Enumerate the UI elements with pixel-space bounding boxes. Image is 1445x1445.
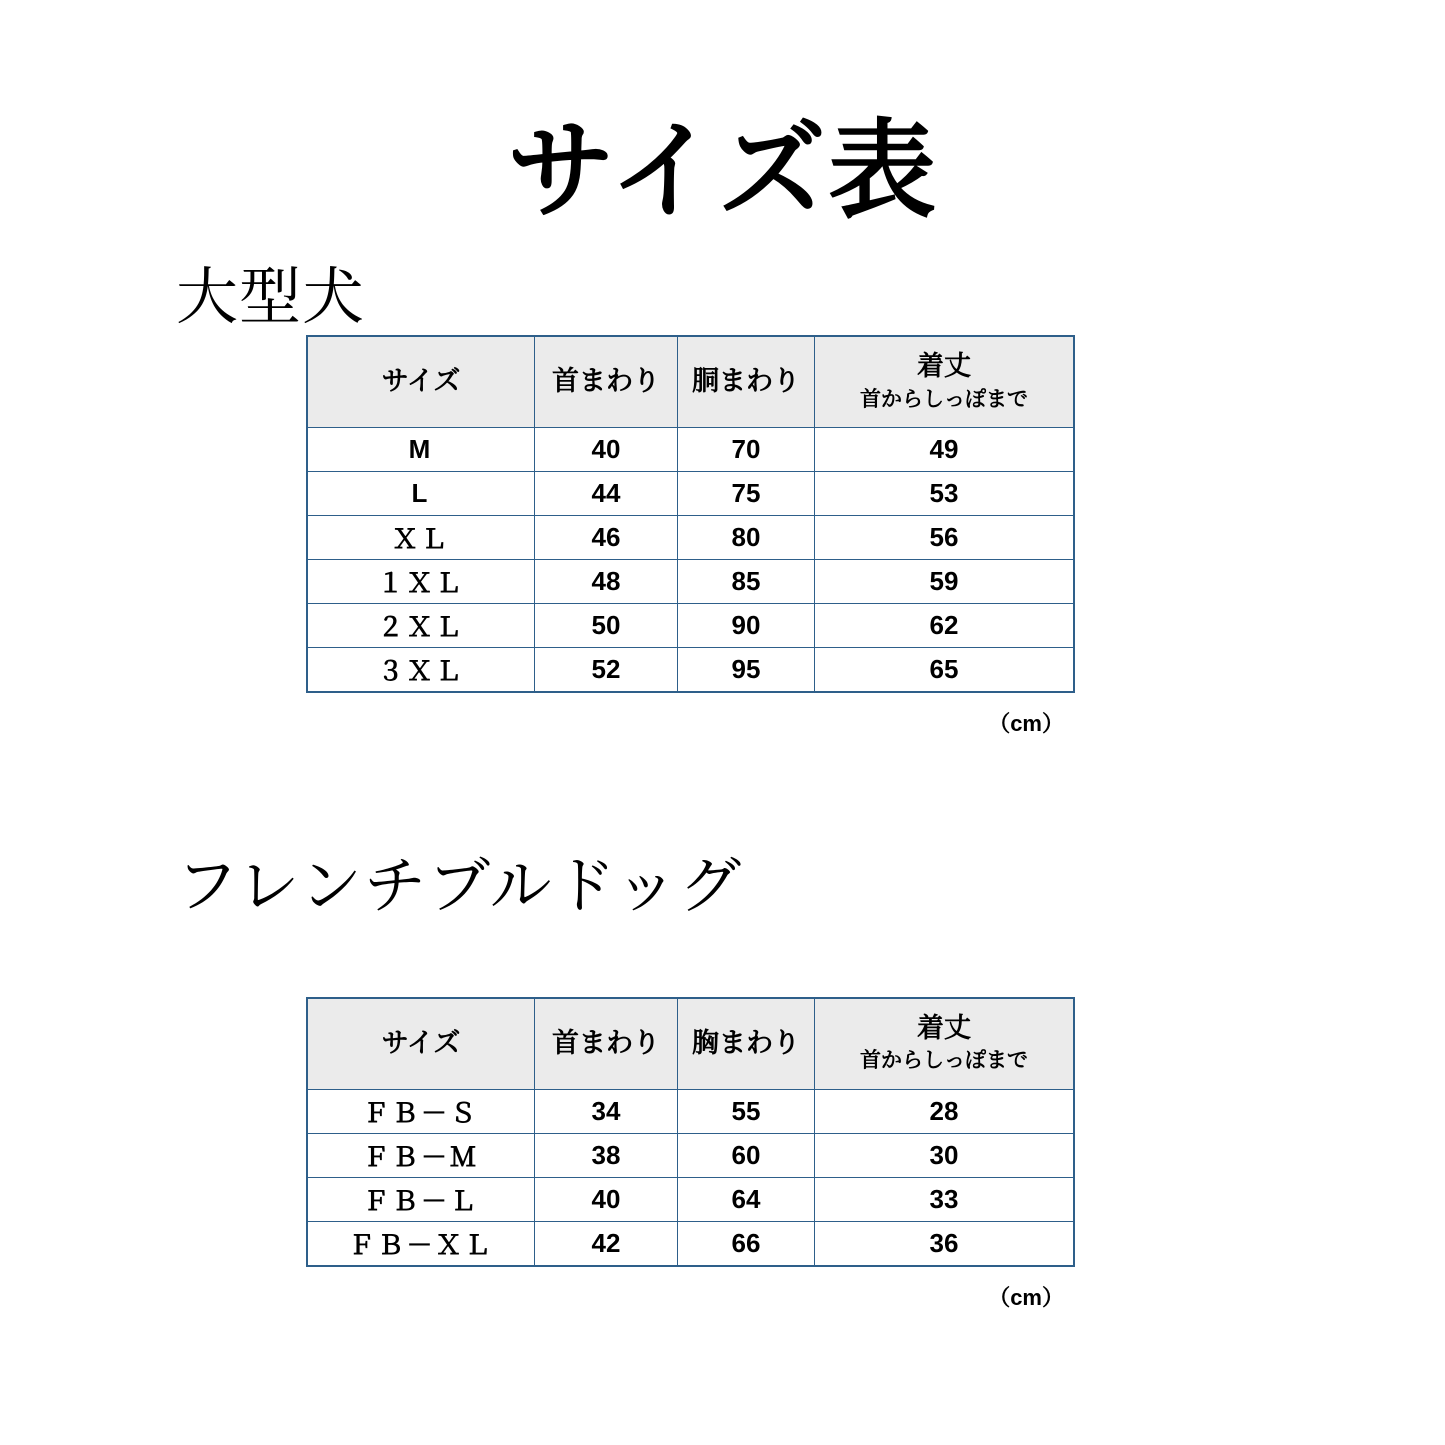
cell-length: 36 <box>815 1221 1075 1266</box>
cell-length: 33 <box>815 1177 1075 1221</box>
col-header-length-label: 着丈 <box>917 1012 971 1043</box>
cell-size: ３ＸＬ <box>307 648 535 693</box>
table-row <box>307 1089 1074 1133</box>
col-header-size-label: サイズ <box>381 366 461 397</box>
col-header-neck <box>535 998 678 1090</box>
col-header-body <box>678 336 815 428</box>
table-row <box>307 604 1074 648</box>
section-large-dog <box>0 231 1445 738</box>
col-header-length <box>815 998 1075 1090</box>
cell-chest: 60 <box>678 1133 815 1177</box>
cell-chest: 66 <box>678 1221 815 1266</box>
table-header-row <box>307 998 1074 1090</box>
table-header-row <box>307 336 1074 428</box>
cell-neck: 52 <box>535 648 678 693</box>
cell-length: 30 <box>815 1133 1075 1177</box>
section-heading-large-dog: 大型犬 <box>176 262 366 332</box>
cell-body: 90 <box>678 604 815 648</box>
table-head <box>307 336 1074 428</box>
cell-length: 28 <box>815 1089 1075 1133</box>
col-header-size <box>307 336 535 428</box>
size-table-french-bulldog <box>306 997 1075 1267</box>
cell-size: ＦＢ－Ｌ <box>307 1177 535 1221</box>
cell-body: 70 <box>678 428 815 472</box>
cell-length: 62 <box>815 604 1075 648</box>
table-row <box>307 560 1074 604</box>
table-row <box>307 1221 1074 1266</box>
table-head <box>307 998 1074 1090</box>
col-header-length-sublabel: 首からしっぽまで <box>860 387 1028 411</box>
cell-chest: 55 <box>678 1089 815 1133</box>
table-row <box>307 1177 1074 1221</box>
cell-neck: 46 <box>535 516 678 560</box>
col-header-neck-label: 首まわり <box>552 366 660 397</box>
unit-note-french-bulldog: （cm） <box>988 1284 1064 1310</box>
table-wrap-large-dog <box>0 335 1445 738</box>
cell-length: 53 <box>815 472 1075 516</box>
cell-length: 49 <box>815 428 1075 472</box>
cell-neck: 48 <box>535 560 678 604</box>
cell-size: ＦＢ－Ｓ <box>307 1089 535 1133</box>
cell-size: ＦＢ－ＸＬ <box>307 1221 535 1266</box>
table-row <box>307 516 1074 560</box>
section-spacer <box>0 738 1445 850</box>
cell-body: 75 <box>678 472 815 516</box>
cell-neck: 40 <box>535 428 678 472</box>
col-header-chest <box>678 998 815 1090</box>
table-row <box>307 648 1074 693</box>
col-header-neck <box>535 336 678 428</box>
col-header-chest-label: 胸まわり <box>692 1027 800 1058</box>
cell-length: 65 <box>815 648 1075 693</box>
cell-size: M <box>307 428 535 472</box>
table-row <box>307 472 1074 516</box>
table-wrap-french-bulldog <box>0 997 1445 1312</box>
col-header-body-label: 胴まわり <box>692 366 800 397</box>
page-title: サイズ表 <box>506 110 939 231</box>
cell-length: 59 <box>815 560 1075 604</box>
section-heading-french-bulldog: フレンチブルドッグ <box>176 852 744 922</box>
cell-body: 95 <box>678 648 815 693</box>
cell-length: 56 <box>815 516 1075 560</box>
size-table-large-dog <box>306 335 1075 693</box>
cell-size: ２ＸＬ <box>307 604 535 648</box>
table-body <box>307 1089 1074 1266</box>
table-row <box>307 428 1074 472</box>
cell-size: １ＸＬ <box>307 560 535 604</box>
table-row <box>307 1133 1074 1177</box>
cell-body: 80 <box>678 516 815 560</box>
cell-size: L <box>307 472 535 516</box>
cell-neck: 34 <box>535 1089 678 1133</box>
cell-neck: 44 <box>535 472 678 516</box>
cell-neck: 40 <box>535 1177 678 1221</box>
cell-body: 85 <box>678 560 815 604</box>
col-header-length-label: 着丈 <box>917 351 971 382</box>
col-header-length <box>815 336 1075 428</box>
table-body <box>307 428 1074 693</box>
heading-table-spacer <box>0 925 1445 997</box>
section-french-bulldog <box>0 850 1445 1311</box>
col-header-size <box>307 998 535 1090</box>
unit-note-large-dog: （cm） <box>988 711 1064 737</box>
cell-chest: 64 <box>678 1177 815 1221</box>
col-header-length-sublabel: 首からしっぽまで <box>860 1049 1028 1073</box>
col-header-size-label: サイズ <box>381 1027 461 1058</box>
cell-neck: 50 <box>535 604 678 648</box>
col-header-neck-label: 首まわり <box>552 1027 660 1058</box>
cell-size: ＸＬ <box>307 516 535 560</box>
cell-neck: 38 <box>535 1133 678 1177</box>
cell-size: ＦＢ－Ｍ <box>307 1133 535 1177</box>
cell-neck: 42 <box>535 1221 678 1266</box>
